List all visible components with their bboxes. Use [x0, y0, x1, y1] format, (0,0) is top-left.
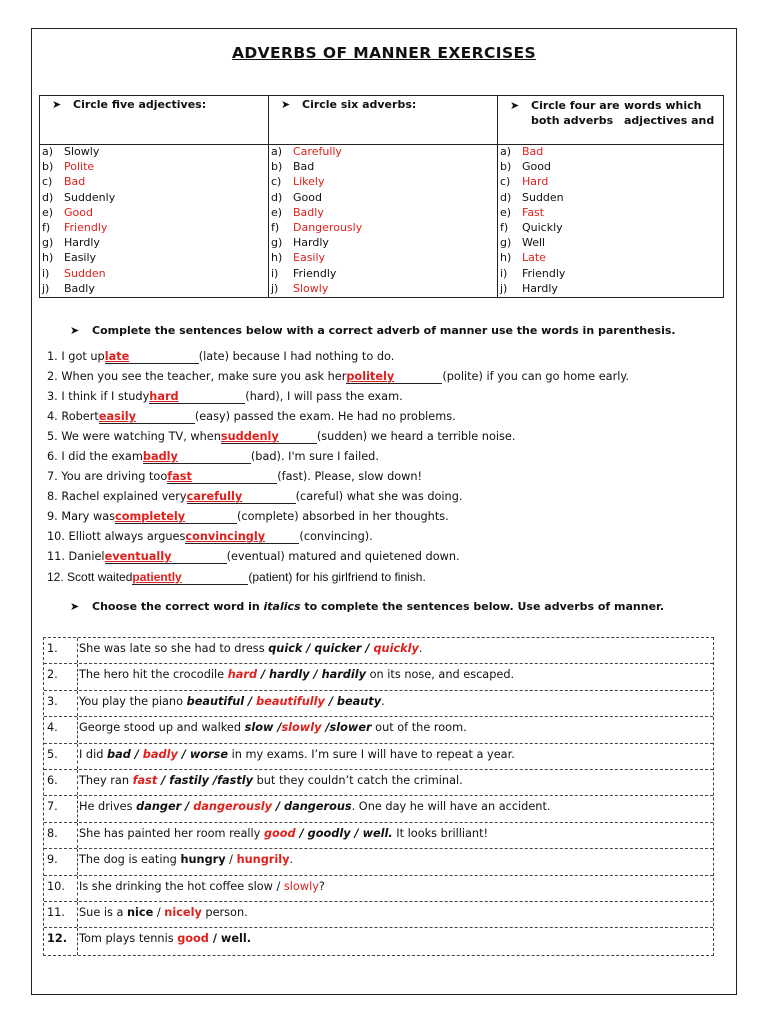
item-word: Good — [293, 190, 322, 204]
choice-option[interactable]: slow / — [244, 721, 282, 735]
answer-text: eventually — [104, 550, 172, 563]
word-list — [271, 144, 499, 296]
answer-blank[interactable] — [105, 550, 227, 564]
instruction-post: to complete the sentences below. Use adverbs of manner. — [300, 600, 665, 613]
item-letter: c) — [271, 175, 282, 189]
list-item — [42, 281, 270, 296]
row-number: 2. — [44, 664, 78, 689]
sentence-fragment: but they couldn’t catch the criminal. — [253, 773, 463, 787]
item-letter: g) — [42, 236, 54, 250]
row-number: 8. — [44, 823, 78, 848]
sentence-fragment: I did — [79, 747, 107, 761]
sentence-fragment: slowly — [283, 879, 319, 893]
sentence-text: 10. Elliott always argues — [47, 530, 186, 543]
sentence-list — [47, 349, 727, 589]
sentence-text: (easy) passed the exam. He had no problems. — [194, 410, 456, 423]
item-word: Badly — [293, 205, 324, 219]
sentence — [47, 569, 727, 589]
list-item — [500, 174, 726, 189]
instruction-choose — [70, 600, 664, 613]
item-letter: j) — [271, 281, 279, 295]
row-sentence — [79, 744, 515, 766]
choice-option[interactable]: / beauty — [324, 694, 382, 708]
item-word: Slowly — [64, 145, 100, 158]
choice-option[interactable]: / goodly / well. — [295, 826, 393, 840]
item-letter: f) — [42, 220, 51, 234]
list-item — [500, 235, 726, 250]
sentence-text: (patient) for his girlfriend to finish. — [248, 570, 426, 584]
sentence — [47, 469, 727, 489]
sentence-fragment: . — [418, 642, 423, 655]
answer-blank[interactable] — [105, 350, 199, 364]
instruction-italic: italics — [263, 600, 301, 613]
row-sentence — [79, 902, 248, 924]
row-sentence — [79, 823, 488, 845]
sentence-fragment: George stood up and walked — [79, 721, 245, 735]
table-row — [44, 849, 713, 875]
choice-option[interactable]: quick / quicker / — [268, 642, 374, 655]
heading-text: Circle six adverbs: — [302, 98, 417, 111]
sentence — [47, 349, 727, 369]
choice-option[interactable]: hungry — [180, 853, 226, 867]
row-number: 9. — [44, 849, 78, 874]
sentence-fragment: . — [381, 694, 385, 708]
answer-blank[interactable] — [99, 410, 195, 424]
sentence-text: 6. I did the exam — [47, 450, 143, 463]
item-letter: b) — [42, 160, 54, 174]
list-item — [500, 205, 726, 220]
sentence-text: (fast). Please, slow down! — [277, 470, 423, 483]
instruction-pre: Choose the correct word in — [92, 600, 264, 613]
item-word: Slowly — [293, 281, 329, 295]
item-word: Hardly — [522, 281, 558, 295]
row-number: 12. — [44, 928, 78, 954]
choice-option[interactable]: hungrily — [236, 853, 290, 867]
item-letter: e) — [500, 205, 512, 219]
sentence — [47, 489, 727, 509]
answer-text: easily — [98, 410, 136, 423]
item-word: Late — [522, 251, 546, 265]
arrow-bullet-icon: ➤ — [70, 324, 80, 337]
list-item — [500, 144, 726, 159]
answer-text: politely — [346, 370, 395, 383]
sentence-text: (hard), I will pass the exam. — [245, 390, 403, 403]
choice-option[interactable]: quickly — [373, 642, 419, 655]
sentence — [47, 429, 727, 449]
list-item — [500, 220, 726, 235]
item-letter: c) — [500, 175, 511, 189]
table-row — [44, 638, 713, 664]
sentence-fragment: in my exams. I’m sure I will have to repeat a year. — [228, 747, 515, 761]
item-word: Friendly — [522, 266, 566, 280]
item-letter: j) — [42, 281, 50, 295]
column-heading — [40, 96, 268, 145]
choice-table — [43, 637, 714, 956]
item-letter: f) — [271, 220, 280, 234]
row-sentence — [79, 664, 514, 686]
sentence — [47, 549, 727, 569]
list-item — [42, 220, 270, 235]
choice-option[interactable]: nicely — [164, 905, 202, 919]
item-letter: f) — [500, 220, 509, 234]
item-word: Good — [522, 160, 551, 174]
item-word: Polite — [64, 160, 95, 174]
page-title: ADVERBS OF MANNER EXERCISES — [231, 44, 537, 62]
table-row — [44, 744, 713, 770]
sentence-fragment: / — [153, 905, 165, 919]
sentence-text: 4. Robert — [47, 410, 99, 423]
sentence-text: 3. I think if I study — [47, 390, 150, 403]
row-number: 3. — [44, 691, 78, 716]
row-sentence — [79, 796, 550, 818]
item-word: Sudden — [522, 190, 564, 204]
sentence-text: 11. Daniel — [47, 550, 105, 563]
item-letter: h) — [42, 251, 54, 265]
heading-text-b: words which adjectives and — [624, 99, 715, 127]
sentence-text: (eventual) matured and quietened down. — [226, 550, 460, 563]
sentence-fragment: They ran — [79, 773, 133, 787]
adjectives-column — [40, 96, 268, 297]
item-word: Carefully — [293, 145, 342, 158]
answer-text: hard — [149, 390, 179, 403]
choice-option[interactable]: badly — [142, 747, 178, 761]
choice-option[interactable]: /slower — [321, 721, 372, 735]
list-item — [500, 159, 726, 174]
item-word: Sudden — [64, 266, 106, 280]
item-word: Friendly — [293, 266, 337, 280]
item-word: Friendly — [64, 220, 108, 234]
list-item — [271, 144, 499, 159]
list-item — [42, 266, 270, 281]
sentence-text: 9. Mary was — [47, 510, 116, 523]
list-item — [271, 190, 499, 205]
sentence-fragment: ? — [318, 879, 325, 893]
answer-text: late — [104, 350, 130, 363]
item-letter: e) — [271, 205, 283, 219]
sentence-fragment: Is she drinking the hot coffee slow / — [79, 879, 284, 893]
item-word: Bad — [522, 145, 544, 158]
column-heading — [269, 96, 497, 145]
list-item — [271, 281, 499, 296]
sentence-text: 2. When you see the teacher, make sure you ask her — [47, 370, 347, 383]
row-sentence — [79, 770, 463, 792]
item-word: Dangerously — [293, 220, 363, 234]
item-word: Easily — [64, 251, 97, 265]
list-item — [271, 174, 499, 189]
table-row — [44, 691, 713, 717]
instruction-complete — [70, 324, 676, 337]
answer-blank[interactable] — [346, 370, 442, 384]
sentence-fragment: He drives — [79, 800, 137, 814]
answer-text: patiently — [132, 570, 182, 584]
choice-option[interactable]: fast — [132, 773, 158, 787]
row-number: 7. — [44, 796, 78, 821]
choice-option[interactable]: bad / — [107, 747, 143, 761]
sentence-fragment: . — [289, 853, 294, 867]
answer-text: fast — [167, 470, 192, 483]
item-letter: a) — [42, 145, 54, 158]
sentence-fragment: She has painted her room really — [79, 826, 264, 840]
answer-blank[interactable] — [187, 490, 296, 504]
sentence-text: (convincing). — [299, 530, 373, 543]
item-letter: b) — [500, 160, 512, 174]
list-item — [42, 159, 270, 174]
item-word: Fast — [522, 205, 545, 219]
item-letter: d) — [42, 190, 54, 204]
answer-blank[interactable] — [115, 510, 237, 524]
answer-blank[interactable] — [185, 530, 299, 544]
item-word: Hardly — [64, 236, 100, 250]
arrow-bullet-icon: ➤ — [510, 99, 520, 112]
sentence-fragment: out of the room. — [371, 721, 467, 735]
item-letter: g) — [271, 236, 283, 250]
both-column — [497, 96, 724, 297]
item-letter: h) — [500, 251, 512, 265]
column-heading — [498, 96, 724, 145]
answer-blank[interactable] — [221, 430, 317, 444]
item-word: Easily — [293, 251, 326, 265]
item-letter: a) — [500, 145, 512, 158]
row-sentence — [79, 691, 385, 713]
sentence-fragment: . One day he will have an accident. — [351, 800, 551, 814]
choice-option[interactable]: nice — [127, 905, 154, 919]
item-letter: i) — [500, 266, 508, 280]
item-letter: d) — [500, 190, 512, 204]
list-item — [500, 190, 726, 205]
row-number: 5. — [44, 744, 78, 769]
item-word: Hardly — [293, 236, 329, 250]
list-item — [500, 250, 726, 265]
answer-blank[interactable] — [149, 390, 245, 404]
list-item — [500, 266, 726, 281]
sentence — [47, 369, 727, 389]
choice-option[interactable]: / hardly / hardily — [257, 668, 367, 682]
sentence-text: (bad). I'm sure I failed. — [250, 450, 379, 463]
sentence — [47, 409, 727, 429]
sentence — [47, 509, 727, 529]
answer-text: completely — [115, 510, 186, 523]
choice-option[interactable]: good — [263, 826, 296, 840]
sentence-text: 5. We were watching TV, when — [47, 430, 221, 443]
table-row — [44, 876, 713, 902]
list-item — [42, 174, 270, 189]
heading-text-a: Circle four are both adverbs — [531, 99, 620, 127]
choice-option[interactable]: beautifully — [256, 694, 325, 708]
arrow-bullet-icon: ➤ — [70, 600, 80, 613]
list-item — [42, 205, 270, 220]
row-number: 10. — [44, 876, 78, 901]
answer-text: suddenly — [220, 430, 279, 443]
sentence-fragment: The hero hit the crocodile — [79, 668, 228, 682]
item-letter: j) — [500, 281, 508, 295]
choice-option[interactable]: / fastily /fastly — [157, 773, 254, 787]
heading-text: Circle five adjectives: — [73, 98, 207, 111]
table-row — [44, 664, 713, 690]
item-word: Bad — [293, 160, 315, 174]
answer-blank[interactable] — [132, 571, 248, 585]
sentence-text: (sudden) we heard a terrible noise. — [316, 430, 516, 443]
row-sentence — [79, 638, 422, 660]
table-row — [44, 717, 713, 743]
sentence-text: (careful) what she was doing. — [295, 490, 463, 503]
choice-option[interactable]: hard — [227, 668, 258, 682]
item-letter: a) — [271, 145, 283, 158]
list-item — [42, 235, 270, 250]
row-number: 6. — [44, 770, 78, 795]
word-list — [42, 144, 270, 296]
choice-option[interactable]: / worse — [177, 747, 228, 761]
row-number: 1. — [44, 638, 78, 663]
sentence-text: (late) because I had nothing to do. — [198, 350, 395, 363]
sentence-fragment: You play the piano — [79, 694, 187, 708]
row-sentence — [79, 849, 293, 871]
item-letter: e) — [42, 205, 54, 219]
item-letter: c) — [42, 175, 53, 189]
sentence-text: 7. You are driving too — [47, 470, 168, 483]
sentence-fragment: Tom plays tennis — [79, 932, 178, 946]
list-item — [271, 159, 499, 174]
arrow-bullet-icon: ➤ — [52, 98, 62, 111]
row-sentence — [79, 717, 467, 739]
choice-option[interactable]: / well. — [208, 932, 252, 946]
choice-option[interactable]: dangerously — [193, 800, 273, 814]
item-letter: h) — [271, 251, 283, 265]
item-word: Quickly — [522, 220, 563, 234]
word-table — [39, 95, 724, 298]
item-letter: g) — [500, 236, 512, 250]
sentence-fragment: The dog is eating — [79, 853, 181, 867]
sentence — [47, 449, 727, 469]
sentence-text: 8. Rachel explained very — [47, 490, 187, 503]
adverbs-column — [268, 96, 497, 297]
sentence-fragment: It looks brilliant! — [392, 826, 489, 840]
row-number: 11. — [44, 902, 78, 927]
list-item — [271, 205, 499, 220]
item-letter: b) — [271, 160, 283, 174]
choice-option[interactable]: beautiful / — [186, 694, 257, 708]
table-row — [44, 823, 713, 849]
choice-option[interactable]: / dangerous — [272, 800, 352, 814]
answer-blank[interactable] — [143, 450, 251, 464]
list-item — [42, 250, 270, 265]
item-letter: i) — [42, 266, 50, 280]
row-number: 4. — [44, 717, 78, 742]
sentence-fragment: She was late so she had to dress — [79, 642, 269, 655]
answer-blank[interactable] — [167, 470, 277, 484]
table-row — [44, 928, 713, 954]
table-row — [44, 796, 713, 822]
item-letter: i) — [271, 266, 279, 280]
list-item — [271, 220, 499, 235]
item-word: Good — [64, 205, 93, 219]
choice-option[interactable]: good — [177, 932, 209, 946]
instruction-text: Complete the sentences below with a correct adverb of manner use the words in parenthesis. — [92, 324, 676, 337]
table-row — [44, 770, 713, 796]
word-list — [500, 144, 726, 296]
list-item — [271, 235, 499, 250]
list-item — [500, 281, 726, 296]
item-word: Likely — [293, 175, 325, 189]
choice-option[interactable]: danger / — [136, 800, 194, 814]
item-word: Badly — [64, 281, 95, 295]
sentence-text: 12. Scott waited — [47, 570, 133, 584]
answer-text: badly — [142, 450, 178, 463]
sentence — [47, 389, 727, 409]
list-item — [42, 144, 270, 159]
sentence-text: (polite) if you can go home early. — [442, 370, 630, 383]
arrow-bullet-icon: ➤ — [281, 98, 291, 111]
row-sentence — [79, 876, 325, 898]
item-letter: d) — [271, 190, 283, 204]
sentence — [47, 529, 727, 549]
item-word: Hard — [522, 175, 549, 189]
list-item — [271, 250, 499, 265]
item-word: Bad — [64, 175, 86, 189]
sentence-fragment: person. — [201, 905, 248, 919]
list-item — [42, 190, 270, 205]
sentence-fragment: Sue is a — [79, 905, 128, 919]
answer-text: convincingly — [185, 530, 266, 543]
item-word: Well — [522, 236, 546, 250]
row-sentence — [79, 928, 251, 950]
sentence-text: 1. I got up — [47, 350, 105, 363]
sentence-fragment: on its nose, and escaped. — [366, 668, 515, 682]
sentence-text: (complete) absorbed in her thoughts. — [237, 510, 449, 523]
item-word: Suddenly — [64, 190, 116, 204]
table-row — [44, 902, 713, 928]
choice-option[interactable]: slowly — [281, 721, 322, 735]
list-item — [271, 266, 499, 281]
sentence-fragment: / — [225, 853, 237, 867]
answer-text: carefully — [186, 490, 243, 503]
